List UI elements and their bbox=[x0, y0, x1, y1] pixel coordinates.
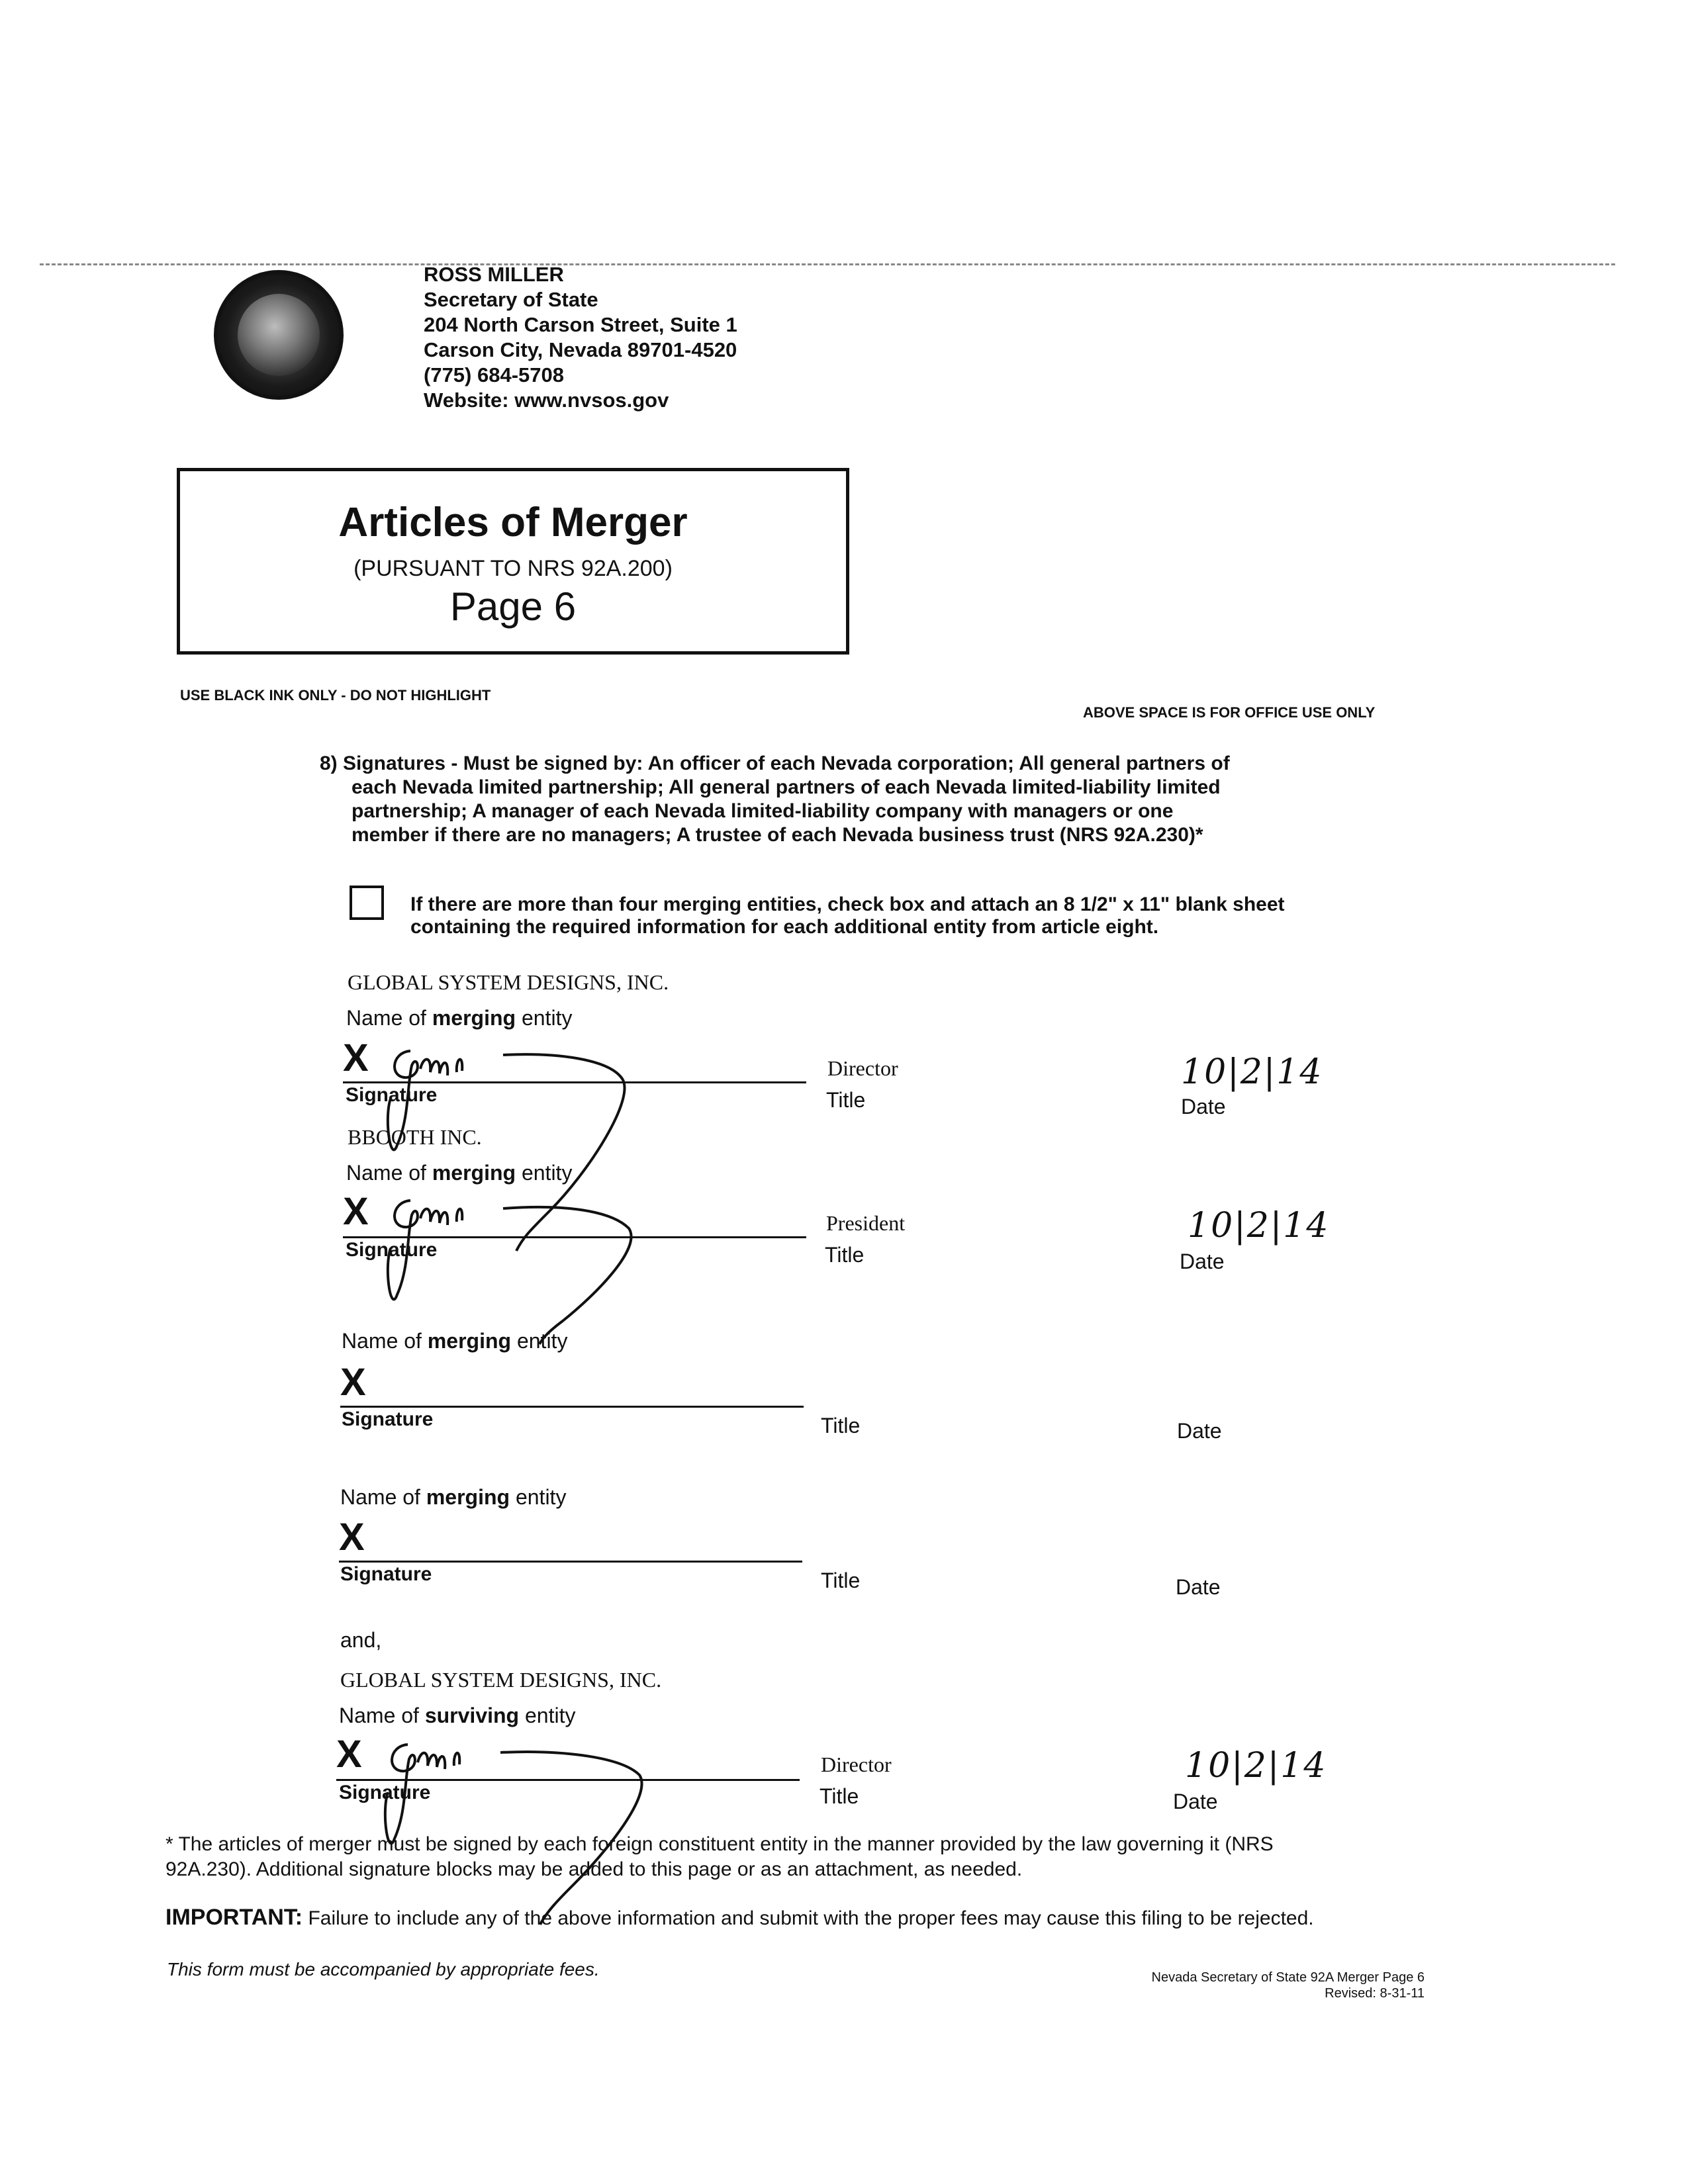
form-title: Articles of Merger bbox=[338, 500, 688, 545]
office-use-notice: ABOVE SPACE IS FOR OFFICE USE ONLY bbox=[1083, 704, 1376, 721]
top-dashed-rule bbox=[40, 263, 1615, 265]
merging-entity-4-label: Name of merging entity bbox=[340, 1485, 567, 1509]
section-8-line3: partnership; A manager of each Nevada limited-liability company with managers or one bbox=[352, 800, 1174, 822]
title-2-label: Title bbox=[825, 1243, 865, 1267]
agency-street: 204 North Carson Street, Suite 1 bbox=[424, 313, 737, 336]
footnote bbox=[165, 1832, 1489, 1882]
title-2-value[interactable]: President bbox=[826, 1211, 906, 1235]
date-1-value[interactable]: 10|2|14 bbox=[1181, 1052, 1323, 1092]
surviving-date-label: Date bbox=[1173, 1790, 1218, 1813]
signature-1-label: Signature bbox=[346, 1084, 438, 1106]
date-2-label: Date bbox=[1180, 1250, 1225, 1273]
signature-2-label: Signature bbox=[346, 1239, 438, 1261]
important-notice bbox=[165, 1905, 1314, 1931]
signature-3-label: Signature bbox=[342, 1408, 434, 1430]
merging-entity-2-name[interactable]: BBOOTH INC. bbox=[348, 1125, 482, 1149]
signature-4-label: Signature bbox=[340, 1563, 432, 1585]
footnote-line2: 92A.230). Additional signature blocks may be added to this page or as an attachment, as needed. bbox=[165, 1858, 1023, 1880]
additional-entities-checkbox[interactable] bbox=[350, 886, 384, 920]
important-label: IMPORTANT: bbox=[165, 1905, 303, 1930]
signature-4-line bbox=[339, 1561, 802, 1563]
merging-entity-1-name[interactable]: GLOBAL SYSTEM DESIGNS, INC. bbox=[348, 970, 669, 994]
signature-2-x: X bbox=[343, 1190, 369, 1233]
date-1-label: Date bbox=[1181, 1095, 1226, 1118]
checkbox-text-line1: If there are more than four merging entities, check box and attach an 8 1/2" x 11" blank sheet bbox=[410, 893, 1285, 915]
agency-office: Secretary of State bbox=[424, 288, 598, 311]
form-page: Page 6 bbox=[449, 584, 577, 629]
merging-entity-1-label: Name of merging entity bbox=[346, 1006, 573, 1030]
date-4-label: Date bbox=[1176, 1575, 1221, 1599]
agency-header bbox=[424, 262, 737, 413]
ink-notice: USE BLACK INK ONLY - DO NOT HIGHLIGHT bbox=[180, 687, 491, 704]
agency-name: ROSS MILLER bbox=[424, 263, 564, 286]
merging-entity-2-label: Name of merging entity bbox=[346, 1161, 573, 1185]
title-4-label: Title bbox=[821, 1569, 861, 1592]
signature-4-x: X bbox=[339, 1516, 365, 1559]
section-8-line2: each Nevada limited partnership; All general partners of each Nevada limited-liability limited bbox=[352, 776, 1221, 798]
form-subtitle: (PURSUANT TO NRS 92A.200) bbox=[353, 556, 673, 581]
merging-entity-3-label: Name of merging entity bbox=[342, 1329, 568, 1353]
section-8-line4: member if there are no managers; A trustee of each Nevada business trust (NRS 92A.230)* bbox=[352, 824, 1203, 846]
checkbox-text-line2: containing the required information for each additional entity from article eight. bbox=[410, 916, 1159, 938]
form-title-box bbox=[177, 468, 849, 655]
signature-1-x: X bbox=[343, 1036, 369, 1079]
surviving-signature-x: X bbox=[336, 1733, 362, 1776]
signature-3-line bbox=[340, 1406, 804, 1408]
surviving-title-label: Title bbox=[820, 1784, 859, 1808]
section-8-line1: 8) Signatures - Must be signed by: An officer of each Nevada corporation; All general partners of bbox=[320, 752, 1230, 774]
surviving-entity-name[interactable]: GLOBAL SYSTEM DESIGNS, INC. bbox=[340, 1668, 662, 1692]
form-ref-line: Nevada Secretary of State 92A Merger Page 6 bbox=[1151, 1970, 1425, 1985]
title-1-value[interactable]: Director bbox=[827, 1056, 898, 1080]
section-8-instructions bbox=[320, 752, 1339, 847]
important-text: Failure to include any of the above information and submit with the proper fees may cause this filing to be rejected. bbox=[303, 1907, 1314, 1929]
surviving-signature-label: Signature bbox=[339, 1782, 431, 1803]
agency-city: Carson City, Nevada 89701-4520 bbox=[424, 338, 737, 361]
title-3-label: Title bbox=[821, 1414, 861, 1437]
title-1-label: Title bbox=[826, 1088, 866, 1112]
signature-3-x: X bbox=[340, 1361, 366, 1404]
surviving-date-value[interactable]: 10|2|14 bbox=[1185, 1746, 1327, 1786]
date-2-value[interactable]: 10|2|14 bbox=[1188, 1206, 1330, 1246]
form-revised-line: Revised: 8-31-11 bbox=[1325, 1986, 1425, 2001]
form-reference bbox=[1152, 1970, 1425, 2001]
date-3-label: Date bbox=[1177, 1419, 1222, 1443]
checkbox-instructions bbox=[410, 893, 1377, 938]
and-label: and, bbox=[340, 1628, 382, 1652]
agency-phone: (775) 684-5708 bbox=[424, 363, 564, 387]
footnote-line1: * The articles of merger must be signed by each foreign constituent entity in the manner provided by the law governing it (NRS bbox=[165, 1833, 1274, 1855]
fees-note: This form must be accompanied by appropriate fees. bbox=[167, 1959, 600, 1979]
agency-website: Website: www.nvsos.gov bbox=[424, 388, 669, 412]
signature-2-scribble bbox=[371, 1189, 649, 1347]
state-seal bbox=[214, 270, 344, 400]
surviving-title-value[interactable]: Director bbox=[821, 1752, 892, 1776]
surviving-entity-label: Name of surviving entity bbox=[339, 1704, 576, 1727]
